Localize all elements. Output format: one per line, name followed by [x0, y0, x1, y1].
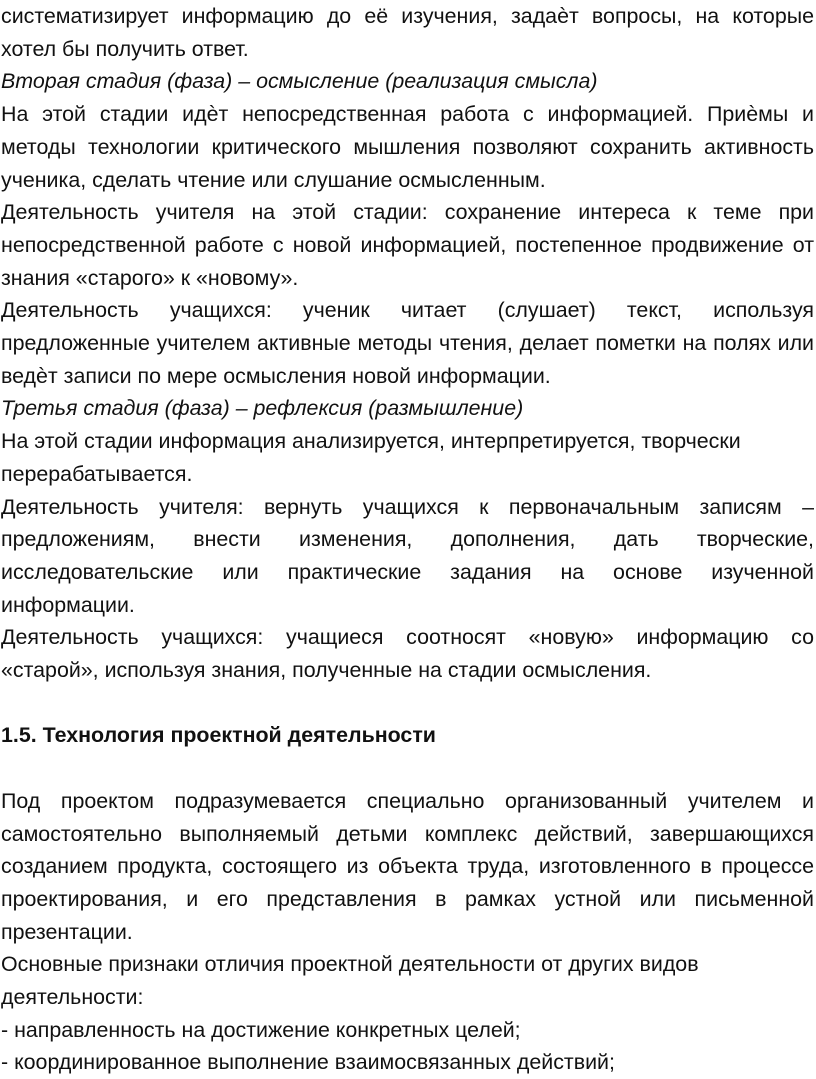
- paragraph-student-activity-stage-three: Деятельность учащихся: учащиеся соотносят «новую» информацию со «старой», используя знания, полученные на стадии осмысления.: [1, 625, 814, 683]
- paragraph-student-activity-stage-two: Деятельность учащихся: ученик читает (слушает) текст, используя предложенные учителем активные методы чтения, делает пометки на полях или ведѐт записи по мере осмысления новой информации.: [1, 298, 814, 388]
- paragraph-teacher-activity-stage-two: Деятельность учителя на этой стадии: сохранение интереса к теме при непосредственной работе с новой информацией, постепенное продвижение от знания «старого» к «новому».: [1, 200, 814, 290]
- section-heading: 1.5. Технология проектной деятельности: [1, 723, 436, 748]
- paragraph-project-features: Основные признаки отличия проектной деятельности от других видов деятельности:: [1, 952, 699, 1010]
- paragraph-teacher-activity-stage-three: Деятельность учителя: вернуть учащихся к первоначальным записям – предложениям, внести изменения, дополнения, дать творческие, исследовательские или практические задания на основе изученной информации.: [1, 494, 814, 617]
- spacer: [1, 752, 814, 785]
- stage-three-title: Третья стадия (фаза) – рефлексия (размышление): [1, 396, 524, 421]
- stage-two-title: Вторая стадия (фаза) – осмысление (реализация смысла): [1, 69, 598, 94]
- paragraph-stage-three-description: На этой стадии информация анализируется, интерпретируется, творчески перерабатывается.: [1, 429, 741, 486]
- list-item: - направленность на достижение конкретных целей;: [1, 1017, 521, 1042]
- document-body: [1, 0, 814, 1079]
- paragraph-stage-two-description: На этой стадии идѐт непосредственная работа с информацией. Приѐмы и методы технологии критического мышления позволяют сохранить активность ученика, сделать чтение или слушание осмысленным.: [1, 102, 814, 192]
- list-item: - координированное выполнение взаимосвязанных действий;: [1, 1050, 615, 1075]
- spacer: [1, 687, 814, 720]
- paragraph-project-definition: Под проектом подразумевается специально организованный учителем и самостоятельно выполняемый детьми комплекс действий, завершающихся созданием продукта, состоящего из объекта труда, изготовленного в процессе проектирования, и его представления в рамках устной или письменной презентации.: [1, 788, 814, 944]
- paragraph-systematizes: систематизирует информацию до её изучения, задаѐт вопросы, на которые хотел бы получить ответ.: [1, 4, 814, 61]
